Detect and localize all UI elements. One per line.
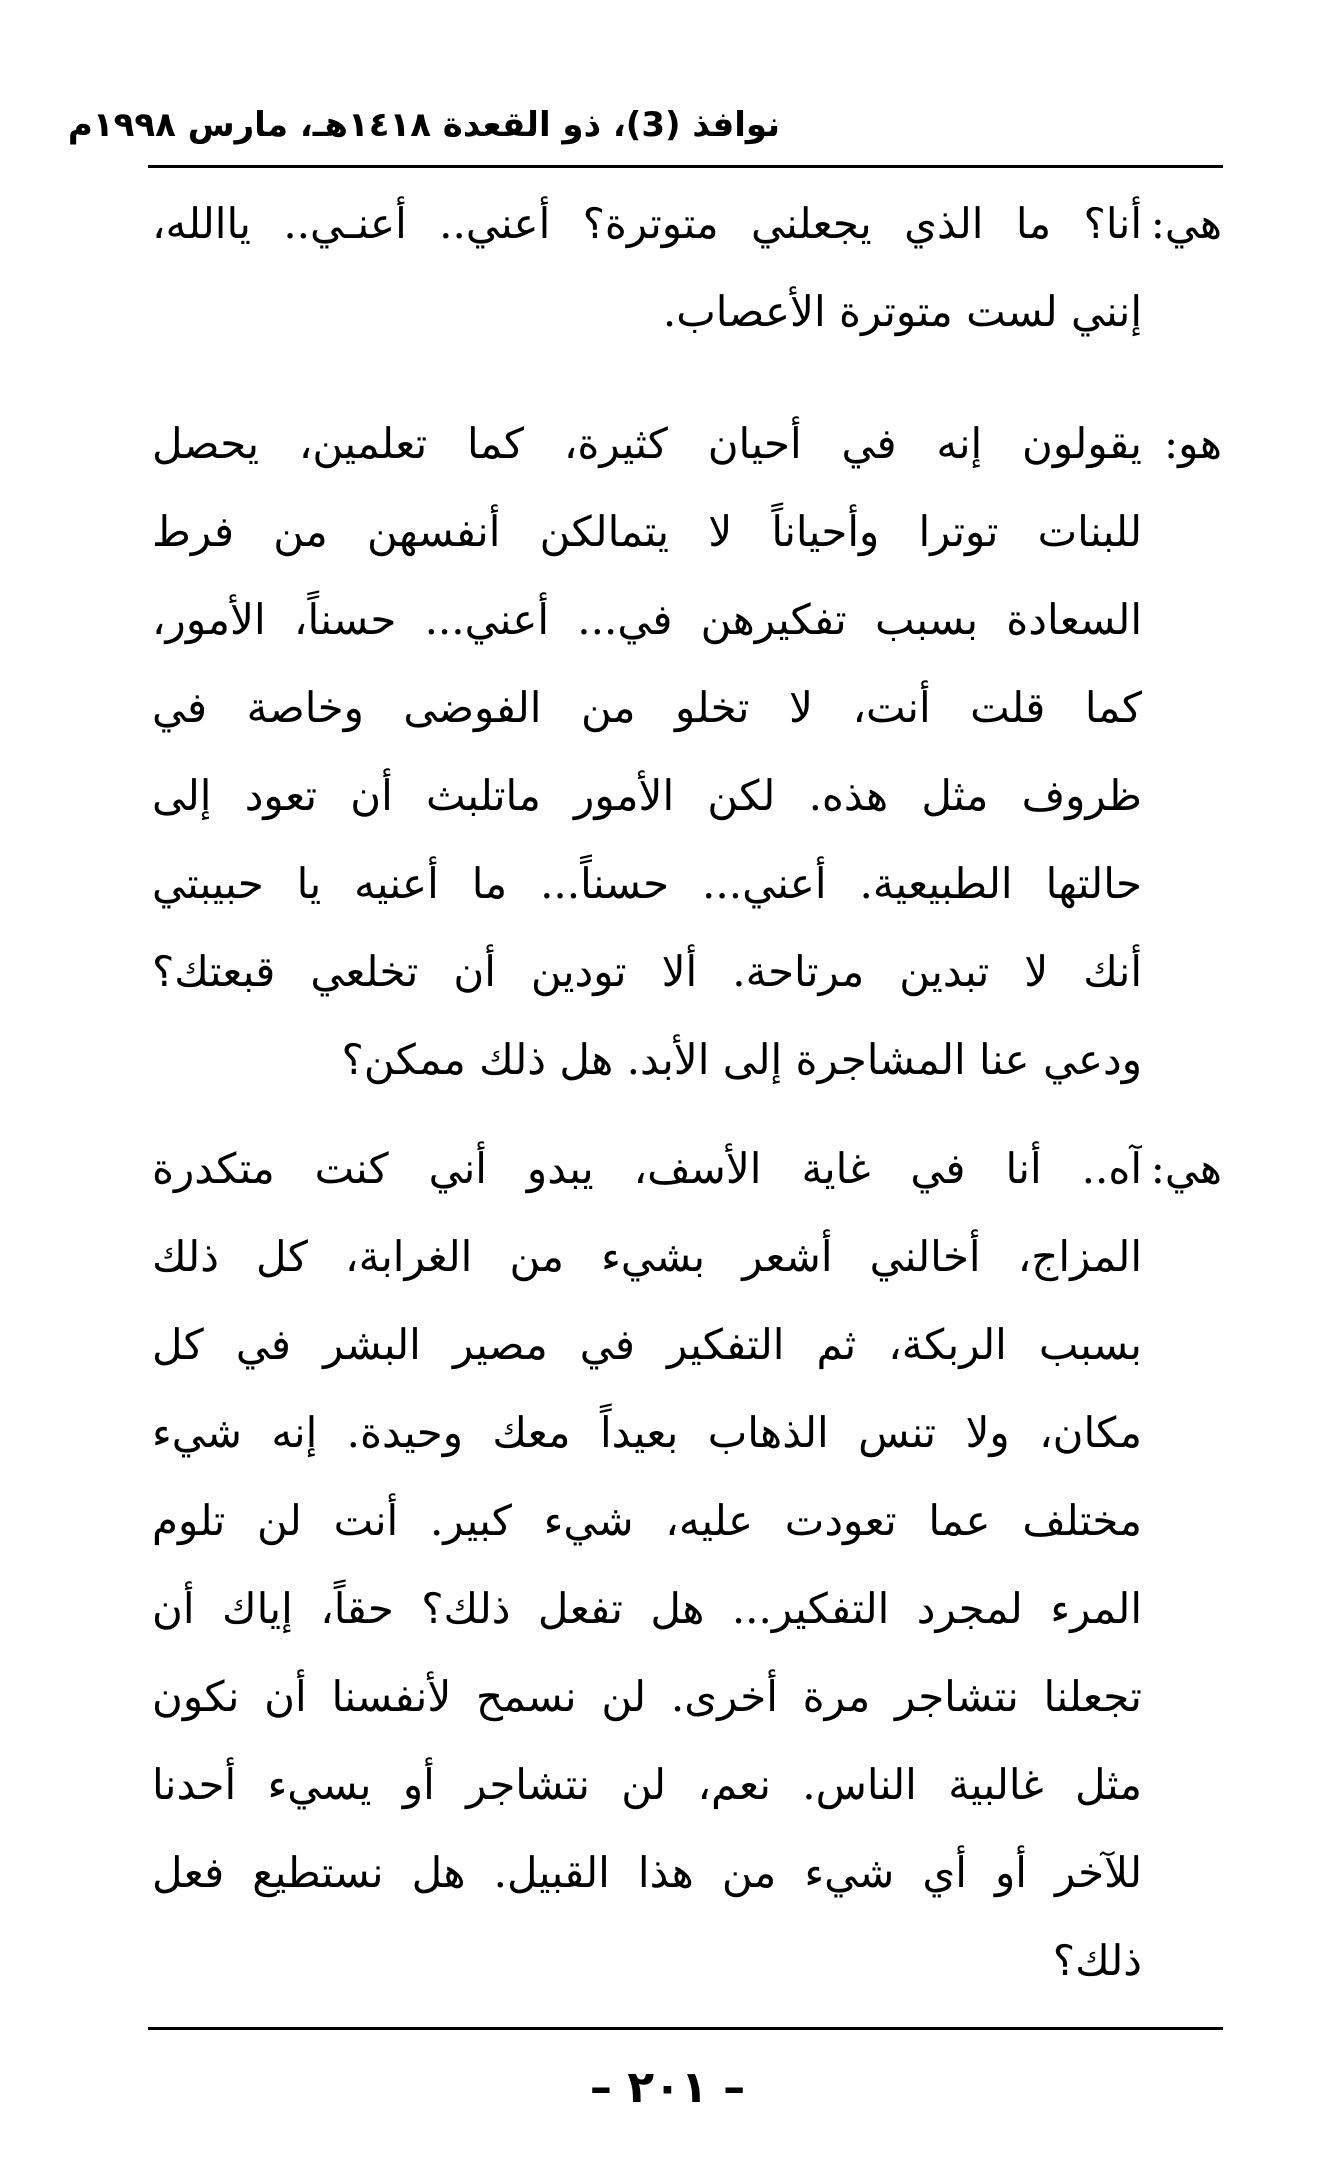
speaker-label: هي: xyxy=(1150,199,1222,248)
dialogue-paragraph xyxy=(152,180,1222,356)
text-line: إنني لست متوترة الأعصاب. xyxy=(662,287,1142,336)
speaker-label: هو: xyxy=(1164,419,1222,468)
text-line: بسبب الربكة، ثم التفكير في مصير البشر في كل xyxy=(152,1320,1142,1369)
speaker-label: هي: xyxy=(1150,1144,1222,1193)
footer-rule xyxy=(148,2027,1223,2030)
text-line: تجعلنا نتشاجر مرة أخرى. لن نسمح لأنفسنا أن نكون xyxy=(152,1672,1142,1721)
text-line: أنا؟ ما الذي يجعلني متوترة؟ أعني.. أعنـي.. ياالله، xyxy=(152,199,1142,248)
header-rule xyxy=(148,165,1223,168)
dialogue-paragraph xyxy=(152,400,1222,1104)
text-line: المرء لمجرد التفكير... هل تفعل ذلك؟ حقاً، إياك أن xyxy=(152,1584,1142,1633)
text-line: مثل غالبية الناس. نعم، لن نتشاجر أو يسيء أحدنا xyxy=(152,1760,1142,1809)
dialogue-paragraph xyxy=(152,1125,1222,2005)
text-line: أنك لا تبدين مرتاحة. ألا تودين أن تخلعي قبعتك؟ xyxy=(152,947,1142,996)
text-line: كما قلت أنت، لا تخلو من الفوضى وخاصة في xyxy=(152,683,1142,732)
text-line: آه.. أنا في غاية الأسف، يبدو أني كنت متكدرة xyxy=(152,1144,1142,1193)
running-header: نوافذ (3)، ذو القعدة ١٤١٨هـ، مارس ١٩٩٨م xyxy=(67,105,780,145)
text-line: السعادة بسبب تفكيرهن في... أعني... حسناً، الأمور، xyxy=(152,595,1142,644)
page-number: – ٢٠١ – xyxy=(589,2062,746,2113)
text-line: للبنات توترا وأحياناً لا يتمالكن أنفسهن من فرط xyxy=(152,507,1142,556)
text-line: المزاج، أخالني أشعر بشيء من الغرابة، كل ذلك xyxy=(152,1232,1142,1281)
text-line: ظروف مثل هذه. لكن الأمور ماتلبث أن تعود إلى xyxy=(152,771,1142,820)
text-line: حالتها الطبيعية. أعني... حسناً... ما أعنيه يا حبيبتي xyxy=(152,859,1142,908)
text-line: يقولون إنه في أحيان كثيرة، كما تعلمين، يحصل xyxy=(152,419,1142,468)
text-line: للآخر أو أي شيء من هذا القبيل. هل نستطيع فعل xyxy=(152,1848,1142,1897)
text-line: ودعي عنا المشاجرة إلى الأبد. هل ذلك ممكن؟ xyxy=(341,1035,1142,1084)
text-line: ذلك؟ xyxy=(1052,1936,1142,1985)
text-line: مختلف عما تعودت عليه، شيء كبير. أنت لن تلوم xyxy=(152,1496,1142,1545)
text-line: مكان، ولا تنس الذهاب بعيداً معك وحيدة. إنه شيء xyxy=(152,1408,1142,1457)
